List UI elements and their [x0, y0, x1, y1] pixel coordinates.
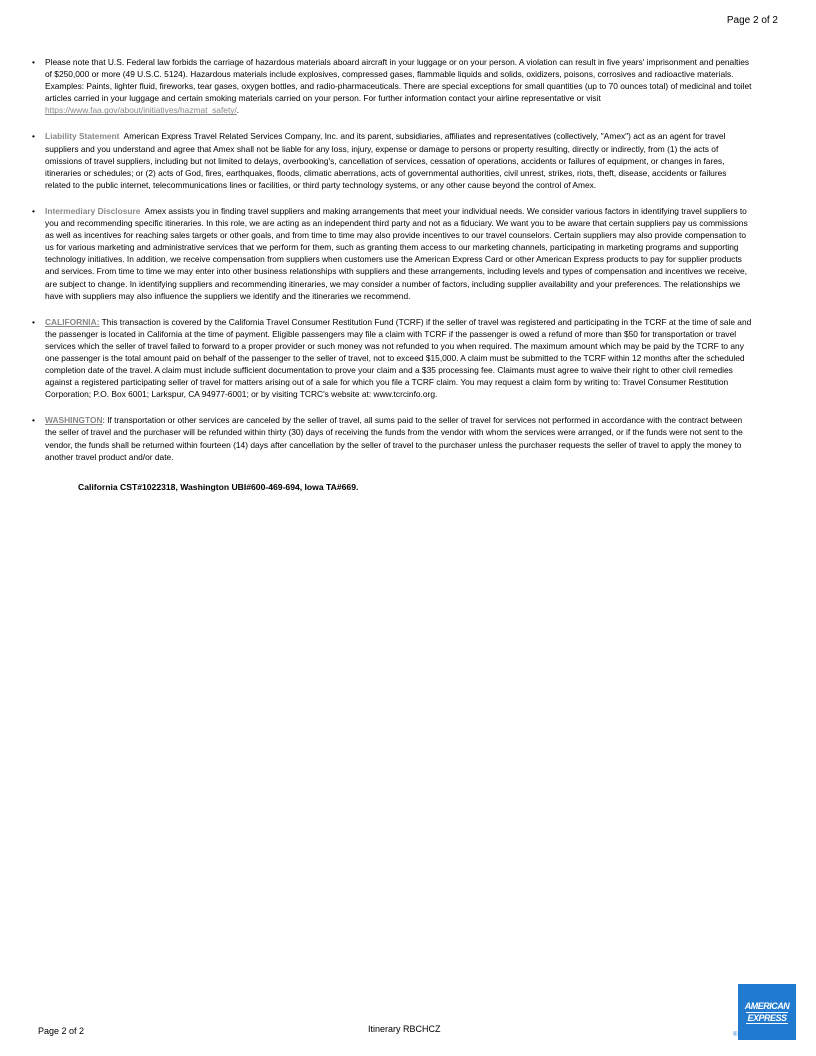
intermediary-text: Amex assists you in finding travel suppliers and making arrangements that meet your individual needs. We consider various factors in identifying travel suppliers to you and recommending specific itineraries. In this role, we are acting as an independent third party and not as a fiduciary. We want you to be aware that certain suppliers pay us commissions as well as incentives for reaching sales targets or other goals, and from time to time may also provide incentives to our travel counselors. Certain suppliers may also provide compensation to us for various marketing and administrative services that we perform for them, such as granting them access to our marketing channels, participating in marketing programs and supporting technology initiatives. In addition, we receive compensation from suppliers when customers use the American Express Card or other American Express products to pay for supplier products and services. From time to time we may enter into other business relationships with suppliers and these arrangements, including levels and types of compensation and incentives we receive, are subject to change. In identifying suppliers and recommending itineraries, we may consider a number of factors, including supplier availability and your preferences. The relationships we have with suppliers may also influence the suppliers we identify and the itineraries we recommend.	[45, 205, 748, 301]
washington-notice	[32, 414, 754, 462]
washington-text: : If transportation or other services are canceled by the seller of travel, all sums paid to the seller of travel for services not performed in accordance with the contract between the seller of travel and the purchaser will be refunded within thirty (30) days of receiving the funds from the vendor with whom the services were arranged, or if the funds were not sent to the vendor, the funds shall be returned within fourteen (14) days after cancellation by the seller of travel to the purchaser unless the purchaser requests the seller of travel to apply the money to another travel product and/or date.	[45, 415, 743, 462]
hazmat-text-end: .	[236, 105, 240, 116]
liability-statement	[32, 130, 754, 190]
california-notice	[32, 316, 754, 401]
footer-page-number: Page 2 of 2	[38, 1026, 85, 1036]
intermediary-disclosure	[32, 205, 754, 302]
american-express-logo	[738, 984, 796, 1040]
footer-itinerary: Itinerary RBCHCZ	[368, 1024, 441, 1034]
hazmat-text: Please note that U.S. Federal law forbids the carriage of hazardous materials aboard aircraft in your luggage or on your person. A violation can result in five years' imprisonment and penalties of $250,000 or more (49 U.S.C. 5124). Hazardous materials include explosives, compressed gases, flammable liquids and solids, oxidizers, poisons, corrosives and radioactive materials. Examples: Paints, lighter fluid, fireworks, tear gases, oxygen bottles, and radio-pharmaceuticals. There are special exceptions for small quantities (up to 70 ounces total) of medicinal and toilet articles carried in your luggage and certain smoking materials carried on your person. For further information contact your airline representative or visit	[45, 57, 752, 104]
intermediary-heading: Intermediary Disclosure	[45, 205, 141, 216]
logo-line-2: EXPRESS	[747, 1012, 787, 1023]
hazmat-notice	[32, 56, 754, 116]
bullet: •	[32, 415, 35, 426]
california-text: This transaction is covered by the California Travel Consumer Restitution Fund (TCRF) if the seller of travel was registered and participating in the TCRF at the time of sale and the passenger is located in California at the time of payment. Eligible passengers may file a claim with TCRF if the passenger is owed a refund of more than $50 for transportation or travel services which the seller of travel failed to forward to a proper provider or such money was not refunded to you when required. The maximum amount which may be paid by the TCRF to any one passenger is the total amount paid on behalf of the passenger to the seller of travel, not to exceed $15,000. A claim must be submitted to the TCRF within 12 months after the scheduled completion date of the travel. A claim must include sufficient documentation to prove your claim and a $35 processing fee. Claimants must agree to waive their right to other civil remedies against a registered participating seller of travel for matters arising out of a sale for which you file a TCRF claim. You may request a claim form by writing to: Travel Consumer Restitution Corporation; P.O. Box 6001; Larkspur, CA 94977-6001; or by visiting TCRC's website at: www.tcrcinfo.org.	[45, 316, 752, 400]
liability-text: American Express Travel Related Services Company, Inc. and its parent, subsidiaries, affiliates and representatives (collectively, "Amex") act as an agent for travel suppliers and you understand and agree that Amex shall not be liable for any loss, injury, expense or damage to persons or property resulting, directly or indirectly, from (1) the acts of omissions of travel suppliers, including but not limited to delays, overbooking's, cancellation of services, cessation of operations, accidents or failures of equipment, or changes in fares, itineraries or schedules; or (2) acts of God, fires, earthquakes, floods, climatic aberrations, acts of governmental authorities, civil unrest, strikes, riots, theft, disease, accidents or failures related to the public internet, telecommunications lines or facilities, or third party technology systems, or any other cause beyond the control of Amex.	[45, 131, 727, 190]
liability-heading: Liability Statement	[45, 131, 120, 142]
logo-line-1: AMERICAN	[744, 1000, 790, 1011]
license-numbers: California CST#1022318, Washington UBI#600-469-694, Iowa TA#669.	[78, 481, 359, 492]
faa-hazmat-link[interactable]: https://www.faa.gov/about/initiatives/hazmat_safety/	[45, 105, 237, 116]
bullet: •	[32, 131, 35, 142]
washington-heading: WASHINGTON	[45, 415, 103, 426]
bullet: •	[32, 205, 35, 216]
terms-content	[32, 56, 754, 493]
registered-mark: ®	[733, 1032, 738, 1038]
bullet: •	[32, 316, 35, 327]
california-heading: CALIFORNIA:	[45, 316, 100, 327]
header-page-number: Page 2 of 2	[726, 15, 778, 26]
bullet: •	[32, 57, 35, 67]
